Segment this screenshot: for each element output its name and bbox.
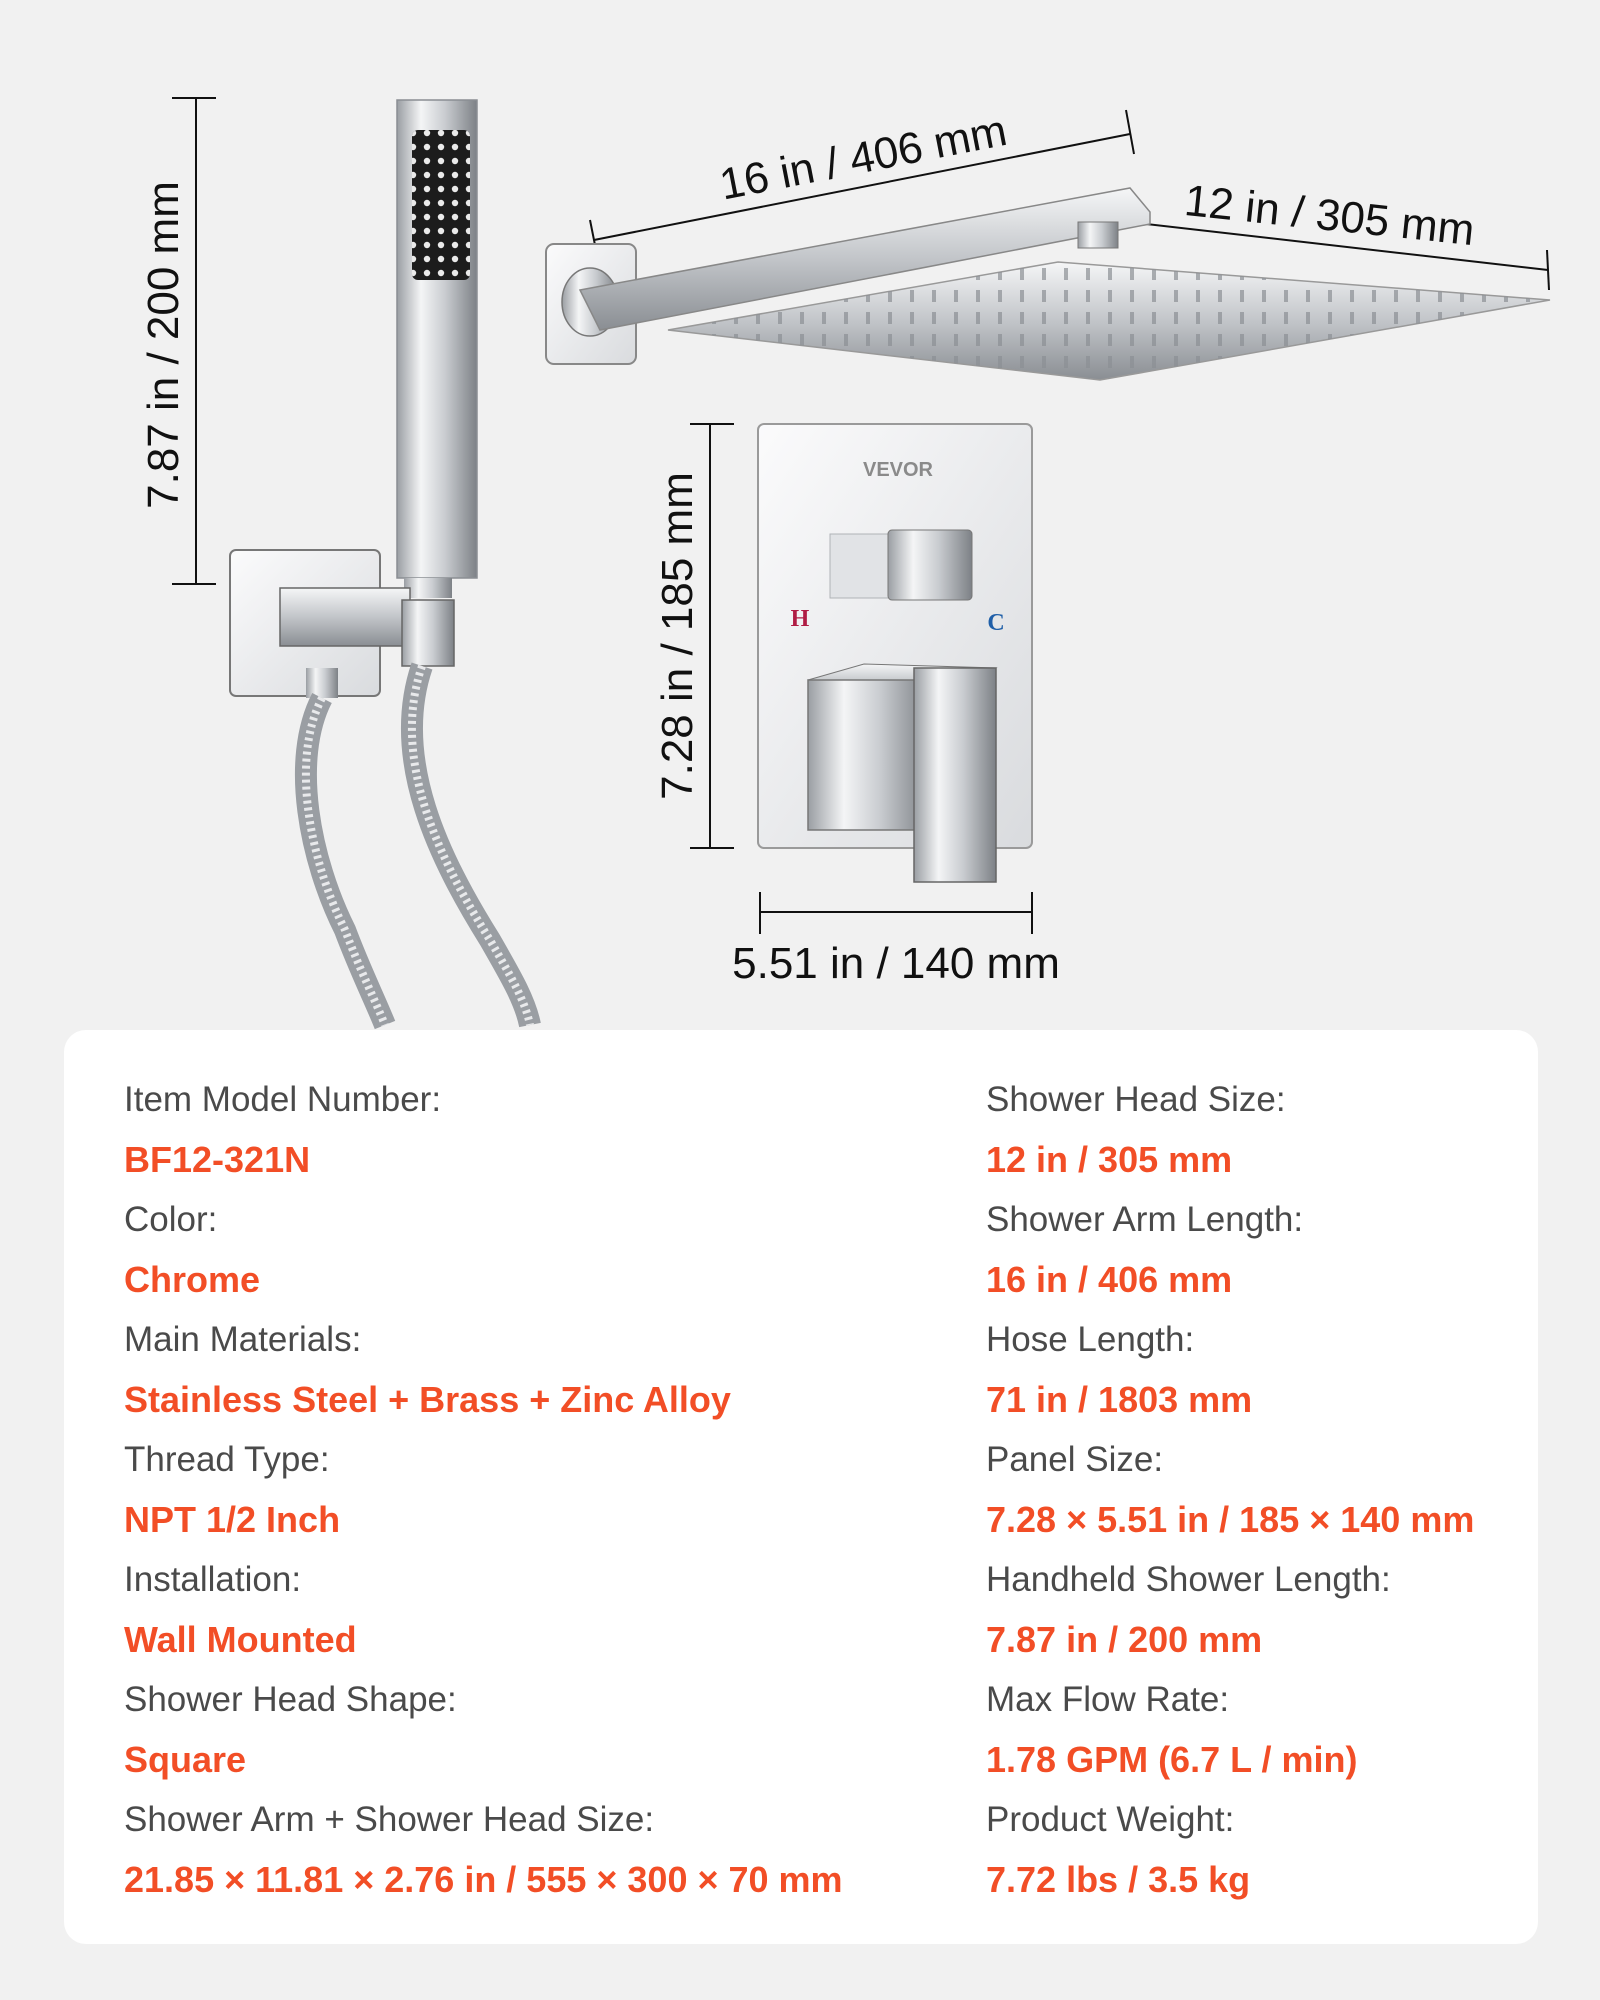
specs-left-column [124, 1070, 944, 1910]
spec-value: Wall Mounted [124, 1619, 357, 1660]
head-size-label: 12 in / 305 mm [1182, 176, 1477, 256]
spec-value: 7.28 × 5.51 in / 185 × 140 mm [986, 1499, 1475, 1540]
hot-marker: H [790, 606, 810, 632]
brand-logo: VEVOR [862, 459, 934, 481]
spec-label: Shower Arm + Shower Head Size: [124, 1800, 655, 1839]
spec-value: 12 in / 305 mm [986, 1139, 1233, 1180]
spec-label: Main Materials: [124, 1320, 362, 1359]
spec-value: 1.78 GPM (6.7 L / min) [986, 1739, 1358, 1780]
panel-height-dimension [653, 424, 734, 848]
specs-right-column [986, 1070, 1506, 1910]
spec-label: Shower Arm Length: [986, 1200, 1304, 1239]
valve-control-panel [758, 424, 1032, 882]
spec-value: Square [124, 1739, 247, 1780]
panel-height-label: 7.28 in / 185 mm [653, 472, 702, 800]
spec-value: 71 in / 1803 mm [986, 1379, 1253, 1420]
cold-marker: C [987, 610, 1005, 636]
spec-label: Shower Head Shape: [124, 1680, 457, 1719]
handheld-height-label: 7.87 in / 200 mm [139, 181, 188, 509]
spec-label: Installation: [124, 1560, 302, 1599]
spec-label: Handheld Shower Length: [986, 1560, 1391, 1599]
spec-value: BF12-321N [124, 1139, 311, 1180]
handheld-shower [397, 100, 477, 598]
panel-width-label: 5.51 in / 140 mm [732, 939, 1060, 988]
shower-hose [306, 666, 530, 1025]
spec-value: 16 in / 406 mm [986, 1259, 1233, 1300]
spec-label: Shower Head Size: [986, 1080, 1286, 1119]
specifications-card [64, 1030, 1538, 1944]
panel-width-dimension [732, 892, 1060, 988]
spec-value: 7.72 lbs / 3.5 kg [986, 1859, 1251, 1900]
spec-label: Max Flow Rate: [986, 1680, 1230, 1719]
arm-length-label: 16 in / 406 mm [715, 105, 1011, 210]
spec-value: 7.87 in / 200 mm [986, 1619, 1263, 1660]
spec-label: Thread Type: [124, 1440, 330, 1479]
spec-label: Product Weight: [986, 1800, 1235, 1839]
spec-label: Item Model Number: [124, 1080, 442, 1119]
spec-value: NPT 1/2 Inch [124, 1499, 341, 1540]
spec-label: Color: [124, 1200, 218, 1239]
handheld-height-dimension [139, 98, 216, 584]
spec-label: Panel Size: [986, 1440, 1164, 1479]
spec-value: 21.85 × 11.81 × 2.76 in / 555 × 300 × 70 mm [124, 1859, 843, 1900]
spec-label: Hose Length: [986, 1320, 1195, 1359]
spec-value: Chrome [124, 1259, 261, 1300]
spec-value: Stainless Steel + Brass + Zinc Alloy [124, 1379, 731, 1420]
